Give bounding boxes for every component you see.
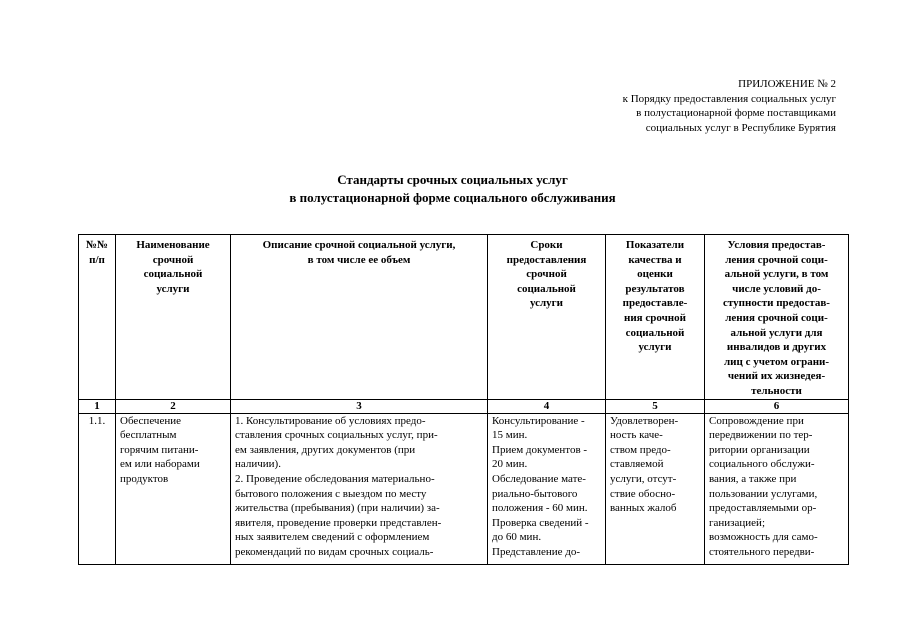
header-terms: Сроки предоставления срочной социальной услуги	[488, 235, 606, 400]
title-line-2: в полустационарной форме социального обслуживания	[289, 189, 616, 205]
conditions-cell: Сопровождение при передвижении по тер- ритории организации социального обслужи- вания, а также при пользовании услугами, предоставляемыми ор- ганизацией; возможность для само- стоятельного передви-	[705, 413, 849, 564]
header-description: Описание срочной социальной услуги, в том числе ее объем	[231, 235, 488, 400]
table-header-row	[79, 235, 849, 400]
quality-cell: Удовлетворен- ность каче- ством предо- ставляемой услуги, отсут- ствие обосно- ванных жалоб	[606, 413, 705, 564]
column-number: 2	[116, 399, 231, 413]
header-number: №№ п/п	[79, 235, 116, 400]
title-line-1: Стандарты срочных социальных услуг	[337, 172, 568, 187]
appendix-title: ПРИЛОЖЕНИЕ № 2	[738, 78, 836, 90]
table-row	[79, 413, 849, 564]
description-cell: 1. Консультирование об условиях предо- ставления срочных социальных услуг, при- ем заявления, других документов (при наличии). 2. Проведение обследования материально- бытового положения с выездом по месту жительства (пребывания) (при наличии) за- явителя, проведение проверки представлен- ных заявителем сведений с оформлением рекомендаций по видам срочных социаль-	[231, 413, 488, 564]
document-title	[0, 171, 905, 206]
column-number: 1	[79, 399, 116, 413]
terms-cell: Консультирование - 15 мин. Прием документов - 20 мин. Обследование мате- риально-бытового положения - 60 мин. Проверка сведений - до 60 мин. Представление до-	[488, 413, 606, 564]
header-quality: Показатели качества и оценки результатов предоставле- ния срочной социальной услуги	[606, 235, 705, 400]
appendix-line: к Порядку предоставления социальных услуг	[622, 92, 836, 105]
appendix-line: в полустационарной форме поставщиками	[636, 107, 836, 119]
column-number: 5	[606, 399, 705, 413]
standards-table	[78, 234, 849, 565]
column-number: 4	[488, 399, 606, 413]
service-name-cell: Обеспечение бесплатным горячим питани- ем или наборами продуктов	[116, 413, 231, 564]
column-number-row	[79, 399, 849, 413]
header-conditions: Условия предостав- ления срочной соци- альной услуги, в том числе условий до- ступности предостав- ления срочной соци- альной услуги для инвалидов и других лиц с учетом ограни- чений их жизнедея- тельности	[705, 235, 849, 400]
header-service-name: Наименование срочной социальной услуги	[116, 235, 231, 400]
appendix-line: социальных услуг в Республике Бурятия	[645, 121, 836, 134]
row-number: 1.1.	[79, 413, 116, 564]
column-number: 6	[705, 399, 849, 413]
column-number: 3	[231, 399, 488, 413]
appendix-block	[623, 77, 836, 135]
